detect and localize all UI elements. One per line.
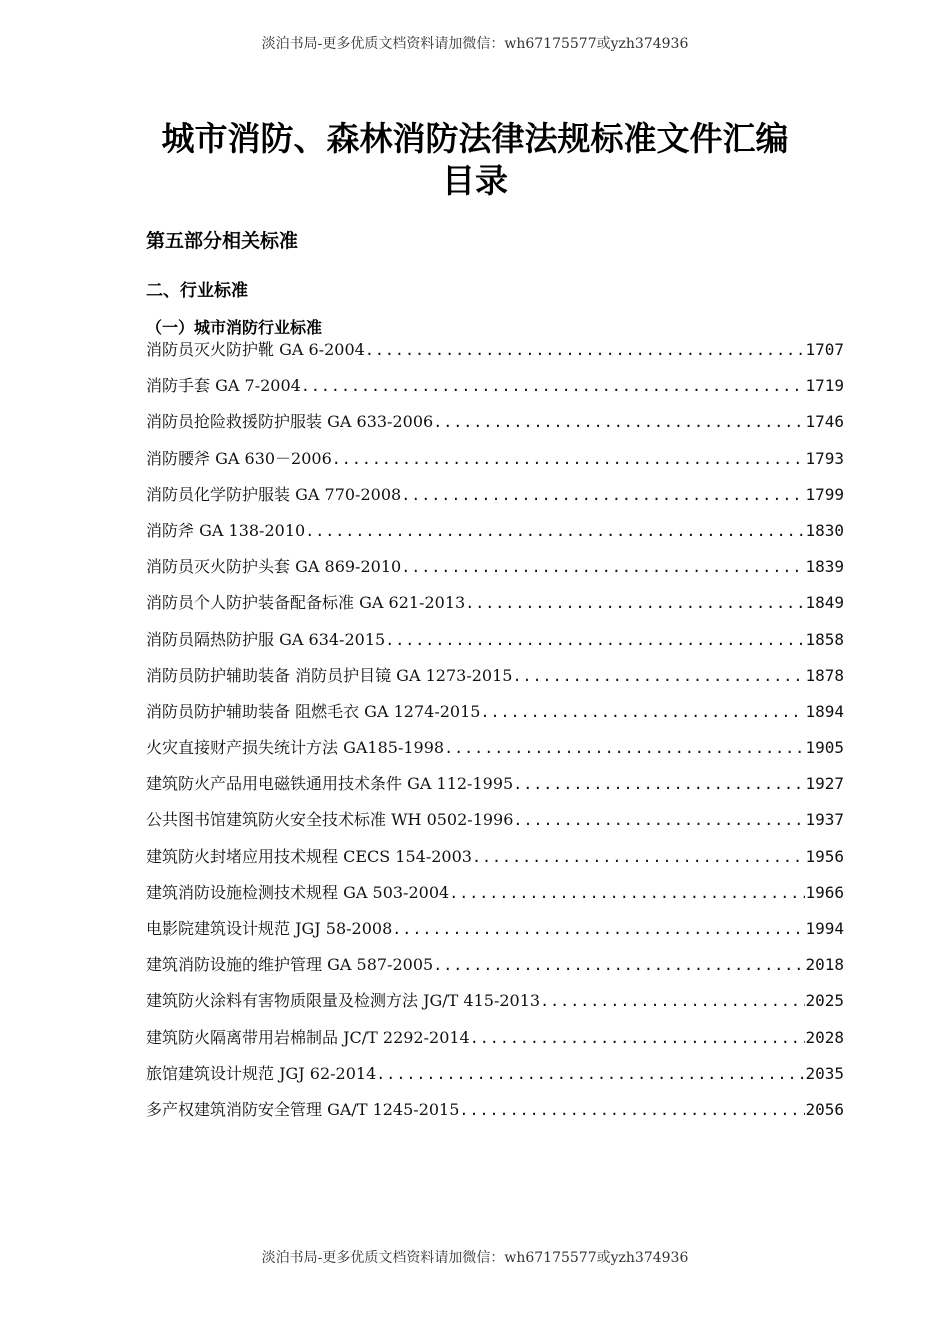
toc-entry[interactable]	[146, 698, 844, 734]
toc-entry-title: 消防手套 GA 7-2004	[146, 376, 301, 396]
toc-entry[interactable]	[146, 1024, 844, 1060]
toc-dot-leader	[480, 698, 805, 726]
toc-entry-title: 消防员抢险救援防护服装 GA 633-2006	[146, 412, 434, 432]
toc-entry-page: 1746	[805, 412, 844, 432]
toc-dot-leader	[401, 553, 805, 581]
toc-entry-page: 1894	[805, 701, 844, 721]
document-title	[0, 118, 950, 202]
toc-entry-title: 消防员隔热防护服 GA 634-2015	[146, 629, 386, 649]
toc-dot-leader	[465, 589, 805, 617]
toc-entry[interactable]	[146, 1060, 844, 1096]
toc-entry-title: 消防腰斧 GA 630－2006	[146, 448, 332, 468]
toc-entry-title: 消防员个人防护装备配备标准 GA 621-2013	[146, 593, 466, 613]
toc-entry-page: 1966	[805, 882, 844, 902]
toc-dot-leader	[540, 987, 805, 1015]
toc-entry-title: 旅馆建筑设计规范 JGJ 62-2014	[146, 1063, 377, 1083]
toc-entry-page: 2018	[805, 955, 844, 975]
toc-entry-page: 1858	[805, 629, 844, 649]
toc-entry-page: 1839	[805, 557, 844, 577]
toc-entry-page: 1707	[805, 340, 844, 359]
toc-dot-leader	[301, 372, 806, 400]
toc-entry-page: 1878	[805, 665, 844, 685]
toc-entry-title: 消防员化学防护服装 GA 770-2008	[146, 484, 402, 504]
toc-dot-leader	[365, 336, 806, 364]
category-heading: 二、行业标准	[146, 281, 248, 301]
toc-dot-leader	[513, 806, 805, 834]
toc-dot-leader	[512, 662, 805, 690]
toc-dot-leader	[470, 1024, 806, 1052]
toc-entry-title: 消防员防护辅助装备 消防员护目镜 GA 1273-2015	[146, 665, 513, 685]
toc-dot-leader	[392, 915, 805, 943]
toc-entry-page: 1937	[805, 810, 844, 830]
toc-entry-title: 消防员灭火防护头套 GA 869-2010	[146, 557, 402, 577]
subcategory-heading: （一）城市消防行业标准	[146, 318, 323, 337]
toc-entry-page: 1905	[805, 738, 844, 758]
toc-dot-leader	[433, 408, 805, 436]
toc-entry-title: 电影院建筑设计规范 JGJ 58-2008	[146, 919, 393, 938]
toc-entry[interactable]	[146, 915, 844, 951]
toc-dot-leader	[305, 517, 805, 545]
toc-entry-title: 建筑防火隔离带用岩棉制品 JC/T 2292-2014	[146, 1027, 470, 1047]
toc-entry[interactable]	[146, 517, 844, 553]
toc-entry-title: 公共图书馆建筑防火安全技术标准 WH 0502-1996	[146, 810, 514, 830]
toc-entry[interactable]	[146, 445, 844, 481]
toc-entry-page: 1956	[805, 846, 844, 866]
toc-entry-page: 1830	[805, 520, 844, 540]
toc-entry[interactable]	[146, 481, 844, 517]
toc-entry-title: 建筑消防设施检测技术规程 GA 503-2004	[146, 882, 450, 902]
toc-dot-leader	[401, 481, 805, 509]
toc-dot-leader	[459, 1096, 805, 1124]
toc-entry[interactable]	[146, 806, 844, 842]
toc-list	[146, 336, 844, 1132]
toc-entry-page: 1849	[805, 593, 844, 613]
toc-entry-title: 消防斧 GA 138-2010	[146, 520, 306, 540]
toc-entry-page: 1994	[805, 919, 844, 938]
toc-entry[interactable]	[146, 589, 844, 625]
toc-entry-page: 1793	[805, 448, 844, 468]
toc-dot-leader	[472, 843, 806, 871]
toc-entry-page: 2025	[805, 991, 844, 1011]
toc-entry[interactable]	[146, 662, 844, 698]
title-line-1: 城市消防、森林消防法律法规标准文件汇编	[161, 119, 789, 158]
toc-dot-leader	[385, 626, 805, 654]
toc-entry-page: 2056	[805, 1099, 844, 1119]
toc-dot-leader	[332, 445, 806, 473]
toc-entry[interactable]	[146, 553, 844, 589]
toc-entry-title: 建筑防火封堵应用技术规程 CECS 154-2003	[146, 846, 472, 866]
toc-entry-page: 1719	[805, 376, 844, 396]
toc-entry[interactable]	[146, 734, 844, 770]
toc-entry[interactable]	[146, 1096, 844, 1132]
toc-entry[interactable]	[146, 987, 844, 1023]
toc-entry-page: 1799	[805, 484, 844, 504]
title-line-2: 目录	[442, 161, 508, 200]
toc-entry[interactable]	[146, 372, 844, 408]
toc-dot-leader	[433, 951, 805, 979]
toc-entry[interactable]	[146, 879, 844, 915]
toc-entry-page: 1927	[805, 774, 844, 794]
toc-entry[interactable]	[146, 770, 844, 806]
toc-entry-title: 建筑防火产品用电磁铁通用技术条件 GA 112-1995	[146, 774, 514, 794]
toc-entry[interactable]	[146, 626, 844, 662]
toc-entry[interactable]	[146, 951, 844, 987]
toc-dot-leader	[449, 879, 805, 907]
toc-dot-leader	[376, 1060, 805, 1088]
toc-entry[interactable]	[146, 336, 844, 372]
toc-entry-page: 2035	[805, 1063, 844, 1083]
page-header: 淡泊书局-更多优质文档资料请加微信：wh67175577或yzh374936	[261, 36, 689, 52]
page-footer: 淡泊书局-更多优质文档资料请加微信：wh67175577或yzh374936	[261, 1250, 689, 1266]
toc-entry[interactable]	[146, 843, 844, 879]
toc-entry-title: 建筑消防设施的维护管理 GA 587-2005	[146, 955, 434, 975]
toc-entry-title: 多产权建筑消防安全管理 GA/T 1245-2015	[146, 1099, 460, 1119]
toc-dot-leader	[444, 734, 805, 762]
toc-entry-title: 消防员防护辅助装备 阻燃毛衣 GA 1274-2015	[146, 701, 481, 721]
toc-entry-title: 建筑防火涂料有害物质限量及检测方法 JG/T 415-2013	[146, 991, 541, 1011]
toc-dot-leader	[513, 770, 805, 798]
toc-entry-page: 2028	[805, 1027, 844, 1047]
toc-entry[interactable]	[146, 408, 844, 444]
toc-entry-title: 火灾直接财产损失统计方法 GA185-1998	[146, 738, 445, 758]
toc-entry-title: 消防员灭火防护靴 GA 6-2004	[146, 340, 365, 359]
part-heading: 第五部分相关标准	[146, 230, 299, 252]
